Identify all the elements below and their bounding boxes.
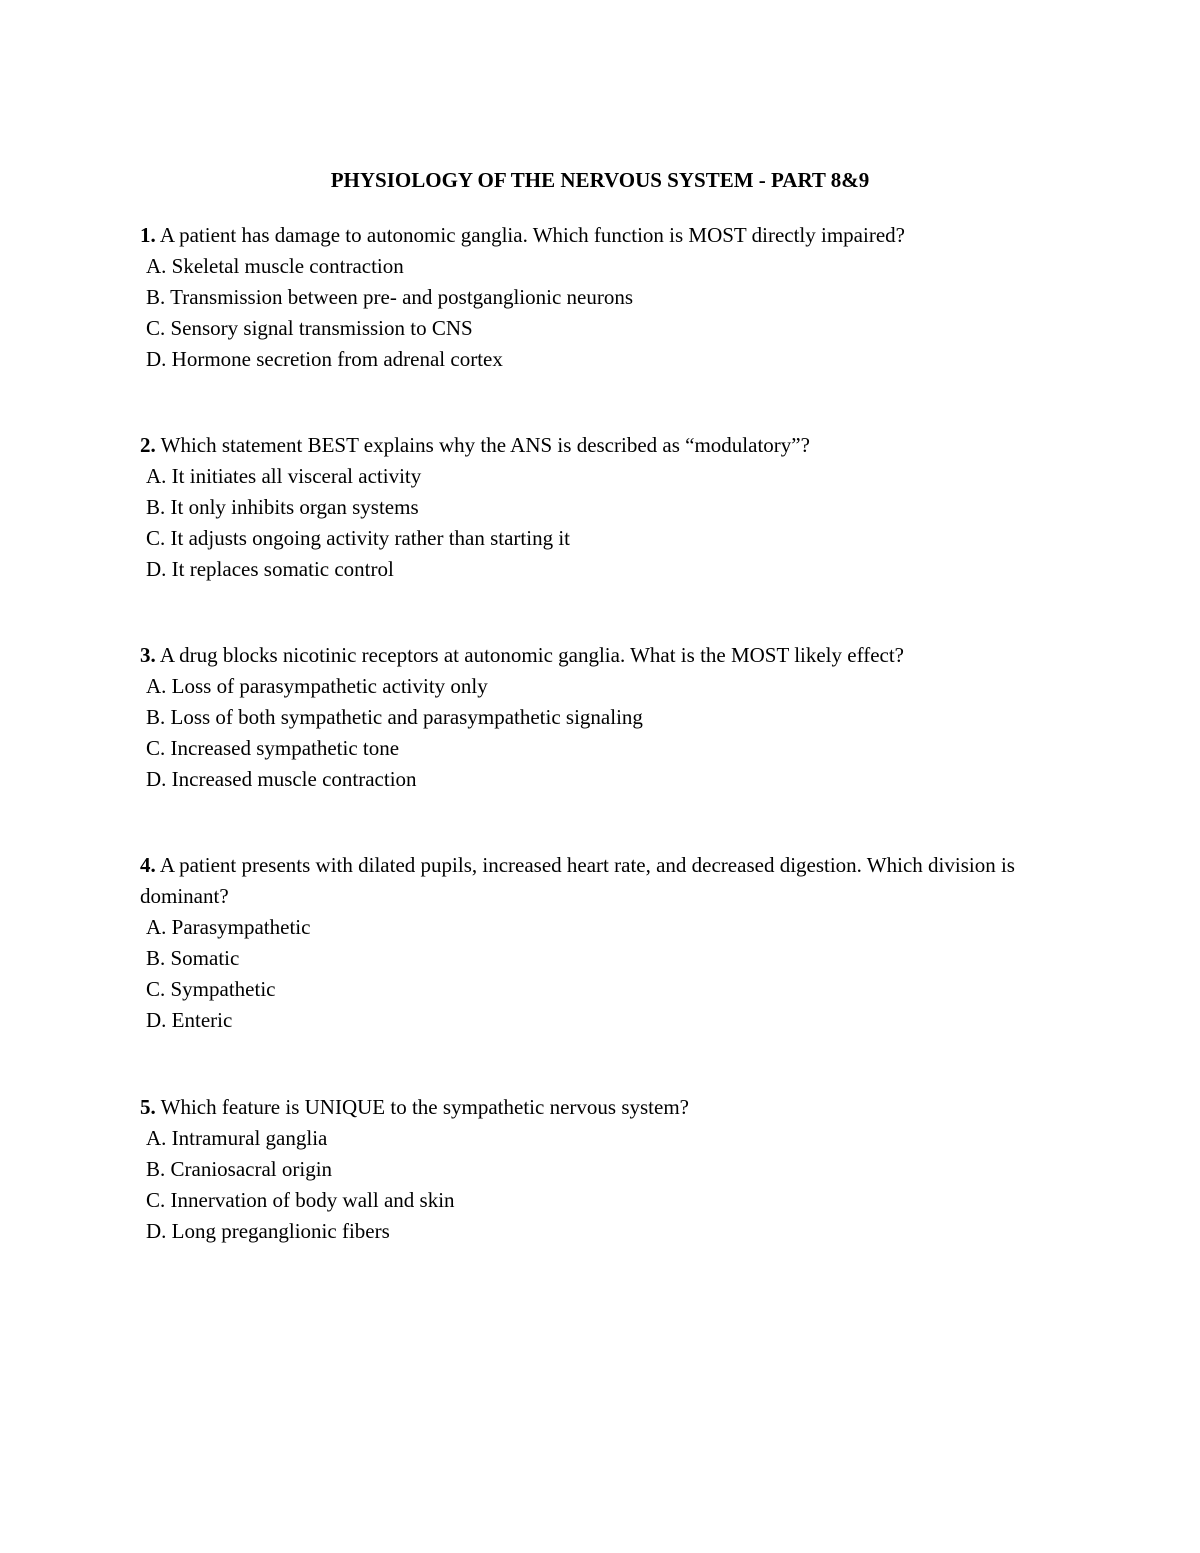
question-text: Which feature is UNIQUE to the sympathetic nervous system? xyxy=(155,1095,689,1119)
question-text: Which statement BEST explains why the ANS is described as “modulatory”? xyxy=(155,433,810,457)
answer-option-c: C. Sensory signal transmission to CNS xyxy=(146,316,473,340)
answer-option-a: A. It initiates all visceral activity xyxy=(146,464,422,488)
answer-option-d: D. Increased muscle contraction xyxy=(146,767,417,791)
answer-options xyxy=(140,912,1040,1036)
question-stem xyxy=(140,850,1040,912)
question-stem xyxy=(140,1092,1040,1123)
answer-option-a: A. Loss of parasympathetic activity only xyxy=(146,674,488,698)
question-number: 1. xyxy=(140,223,156,247)
question-5 xyxy=(140,1092,1040,1247)
answer-options xyxy=(140,461,1040,585)
answer-options xyxy=(140,251,1040,375)
answer-option-d: D. Enteric xyxy=(146,1008,233,1032)
question-number: 5. xyxy=(140,1095,156,1119)
answer-options xyxy=(140,671,1040,795)
answer-option-b: B. Craniosacral origin xyxy=(146,1157,333,1181)
question-number: 4. xyxy=(140,853,156,877)
question-text: A patient has damage to autonomic ganglia. Which function is MOST directly impaired? xyxy=(155,223,905,247)
answer-option-a: A. Intramural ganglia xyxy=(146,1126,328,1150)
question-number: 3. xyxy=(140,643,156,667)
question-number: 2. xyxy=(140,433,156,457)
question-2 xyxy=(140,430,1040,585)
answer-option-a: A. Skeletal muscle contraction xyxy=(146,254,404,278)
answer-option-c: C. Increased sympathetic tone xyxy=(146,736,400,760)
question-stem xyxy=(140,220,1040,251)
question-1 xyxy=(140,220,1040,375)
answer-option-b: B. Somatic xyxy=(146,946,240,970)
question-4 xyxy=(140,850,1040,1036)
question-3 xyxy=(140,640,1040,795)
question-text: A drug blocks nicotinic receptors at autonomic ganglia. What is the MOST likely effect? xyxy=(155,643,904,667)
answer-option-d: D. Hormone secretion from adrenal cortex xyxy=(146,347,503,371)
question-stem xyxy=(140,640,1040,671)
answer-option-b: B. Transmission between pre- and postganglionic neurons xyxy=(146,285,634,309)
answer-option-a: A. Parasympathetic xyxy=(146,915,311,939)
answer-option-b: B. Loss of both sympathetic and parasympathetic signaling xyxy=(146,705,643,729)
answer-option-c: C. It adjusts ongoing activity rather than starting it xyxy=(146,526,571,550)
answer-option-d: D. It replaces somatic control xyxy=(146,557,394,581)
answer-option-c: C. Innervation of body wall and skin xyxy=(146,1188,455,1212)
question-stem xyxy=(140,430,1040,461)
page-title: PHYSIOLOGY OF THE NERVOUS SYSTEM - PART 8&9 xyxy=(330,168,870,192)
question-text: A patient presents with dilated pupils, increased heart rate, and decreased digestion. Which division is dominant? xyxy=(140,853,1015,908)
answer-option-b: B. It only inhibits organ systems xyxy=(146,495,419,519)
answer-option-c: C. Sympathetic xyxy=(146,977,276,1001)
answer-option-d: D. Long preganglionic fibers xyxy=(146,1219,390,1243)
answer-options xyxy=(140,1123,1040,1247)
